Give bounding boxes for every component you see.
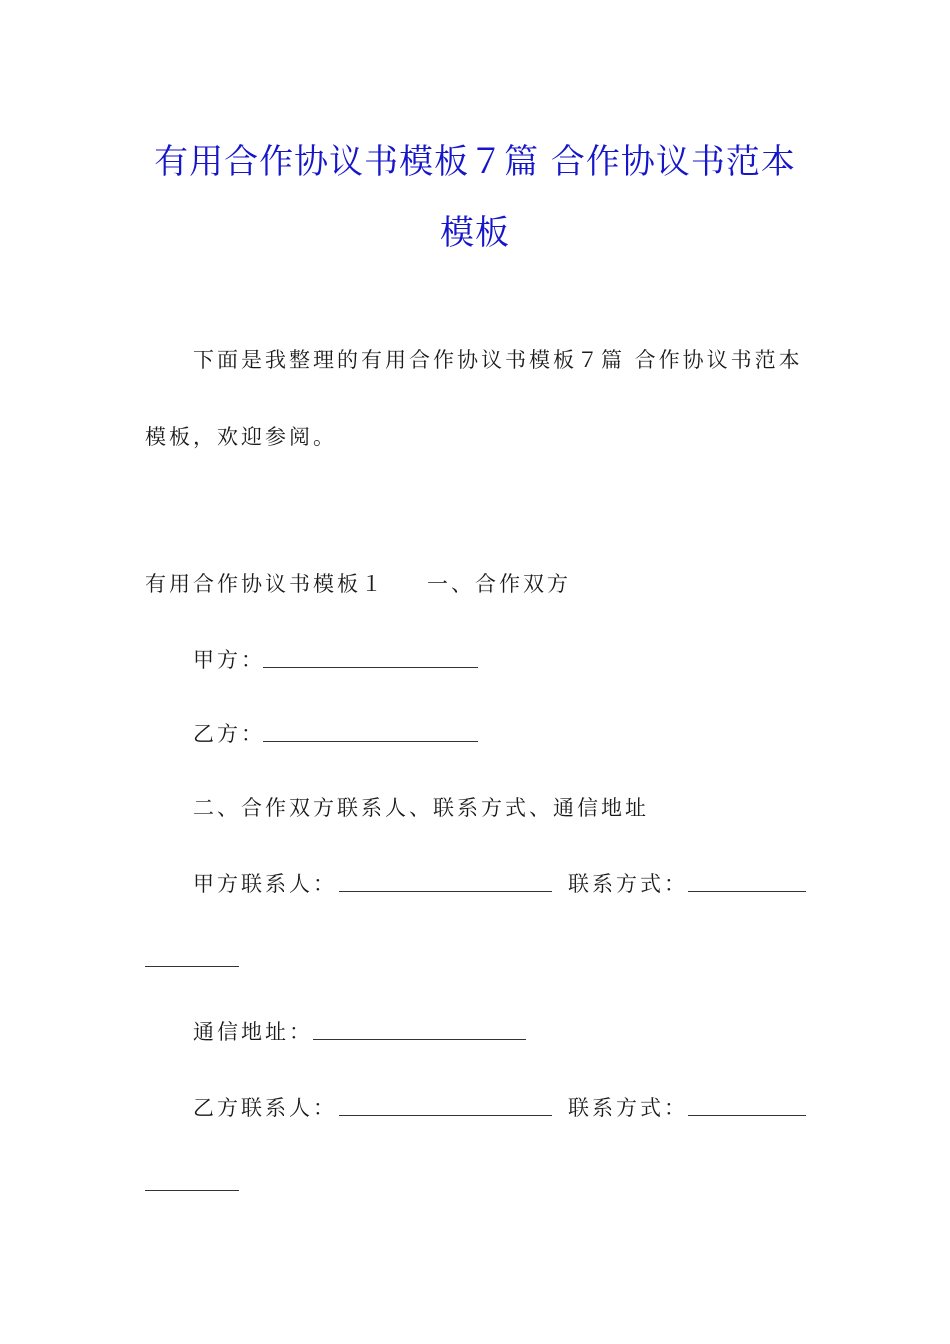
intro-paragraph-line-1: 下面是我整理的有用合作协议书模板７篇 合作协议书范本 <box>193 348 803 372</box>
party-b-contact-label: 乙方联系人： <box>193 1096 337 1120</box>
document-title-line-1: 有用合作协议书模板７篇 合作协议书范本 <box>154 142 796 182</box>
party-b-contact-blank[interactable] <box>339 1115 552 1116</box>
party-a-address-blank[interactable] <box>313 1039 526 1040</box>
part-two-heading: 二、合作双方联系人、联系方式、通信地址 <box>193 796 649 820</box>
party-a-blank[interactable] <box>263 667 478 668</box>
party-a-address-label: 通信地址： <box>193 1020 313 1044</box>
intro-paragraph-line-2: 模板，欢迎参阅。 <box>145 425 337 449</box>
party-a-contact-label: 甲方联系人： <box>193 872 337 896</box>
party-a-address-row <box>193 1018 313 1046</box>
party-b-contact-method-label: 联系方式： <box>568 1096 688 1120</box>
party-a-label: 甲方： <box>193 648 265 672</box>
party-a-contact-method-label: 联系方式： <box>568 872 688 896</box>
party-a-contact-row <box>193 870 337 898</box>
party-a-row <box>193 646 265 674</box>
document-title-line-2: 模板 <box>440 213 510 253</box>
party-b-contact-method-blank[interactable] <box>688 1115 806 1116</box>
party-b-row <box>193 720 265 748</box>
section-title: 有用合作协议书模板１ <box>145 572 385 596</box>
section-heading <box>145 570 571 598</box>
part-one-heading: 一、合作双方 <box>427 572 571 596</box>
party-a-contact-blank[interactable] <box>339 891 552 892</box>
party-b-blank[interactable] <box>263 741 478 742</box>
party-b-contact-row <box>193 1094 337 1122</box>
party-a-contact-method-blank-continued[interactable] <box>145 966 239 967</box>
party-b-contact-method-blank-continued[interactable] <box>145 1190 239 1191</box>
party-b-label: 乙方： <box>193 722 265 746</box>
party-a-contact-method-blank[interactable] <box>688 891 806 892</box>
